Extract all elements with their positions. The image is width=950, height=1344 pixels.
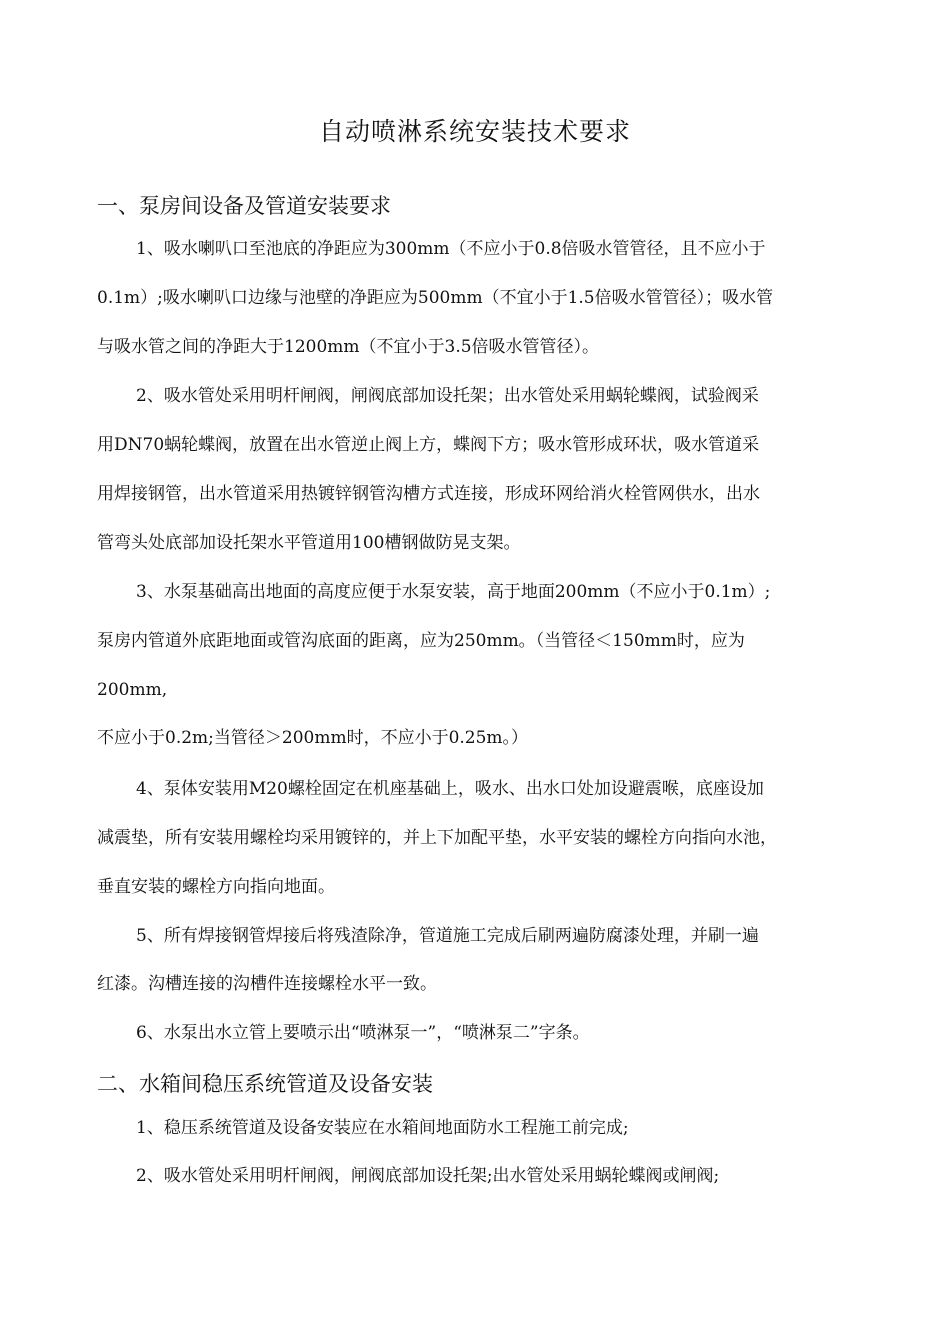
section-2-item-2-line-1: 2、吸水管处采用明杆闸阀，闸阀底部加设托架;出水管处采用蜗轮蝶阀或闸阀; <box>136 1166 720 1186</box>
document-title: 自动喷淋系统安装技术要求 <box>318 117 631 146</box>
section-1-item-2-line-3: 用焊接钢管，出水管道采用热镀锌钢管沟槽方式连接，形成环网给消火栓管网供水，出水 <box>97 484 760 504</box>
section-1-item-1-line-2: 0.1m）;吸水喇叭口边缘与池壁的净距应为500mm（不宜小于1.5倍吸水管管径）；吸水管 <box>97 288 774 308</box>
section-1-item-6-line-1: 6、水泵出水立管上要喷示出“喷淋泵一”，“喷淋泵二”字条。 <box>136 1023 590 1043</box>
section-1-item-2-line-2: 用DN70蜗轮蝶阀，放置在出水管逆止阀上方，蝶阀下方；吸水管形成环状，吸水管道采 <box>97 435 760 455</box>
section-1-item-5-line-1: 5、所有焊接钢管焊接后将残渣除净，管道施工完成后刷两遍防腐漆处理，并刷一遍 <box>136 926 759 946</box>
section-1-item-3-line-1: 3、水泵基础高出地面的高度应便于水泵安装，高于地面200mm（不应小于0.1m）; <box>136 582 771 602</box>
section-1-item-3-line-4: 不应小于0.2m;当管径＞200mm时，不应小于0.25m。） <box>97 728 529 748</box>
section-1-item-4-line-1: 4、泵体安装用M20螺栓固定在机座基础上，吸水、出水口处加设避震喉，底座设加 <box>136 779 764 799</box>
section-1-item-4-line-2: 减震垫，所有安装用螺栓均采用镀锌的，并上下加配平垫，水平安装的螺栓方向指向水池， <box>97 828 777 848</box>
section-1-heading: 一、泵房间设备及管道安装要求 <box>97 194 391 218</box>
section-1-item-4-line-3: 垂直安装的螺栓方向指向地面。 <box>97 877 335 897</box>
section-1-item-2-line-1: 2、吸水管处采用明杆闸阀，闸阀底部加设托架；出水管处采用蜗轮蝶阀，试验阀采 <box>136 386 759 406</box>
section-1-item-2-line-4: 管弯头处底部加设托架水平管道用100槽钢做防晃支架。 <box>97 533 521 553</box>
section-1-item-5-line-2: 红漆。沟槽连接的沟槽件连接螺栓水平一致。 <box>97 974 437 994</box>
section-2-item-1-line-1: 1、稳压系统管道及设备安装应在水箱间地面防水工程施工前完成; <box>136 1118 629 1138</box>
section-1-item-3-line-2: 泵房内管道外底距地面或管沟底面的距离，应为250mm。（当管径＜150mm时，应为 <box>97 631 745 651</box>
section-1-item-1-line-3: 与吸水管之间的净距大于1200mm（不宜小于3.5倍吸水管管径）。 <box>97 337 600 357</box>
section-2-heading: 二、水箱间稳压系统管道及设备安装 <box>97 1072 433 1096</box>
section-1-item-3-line-3: 200mm, <box>97 680 168 700</box>
section-1-item-1-line-1: 1、吸水喇叭口至池底的净距应为300mm（不应小于0.8倍吸水管管径，且不应小于 <box>136 239 766 259</box>
